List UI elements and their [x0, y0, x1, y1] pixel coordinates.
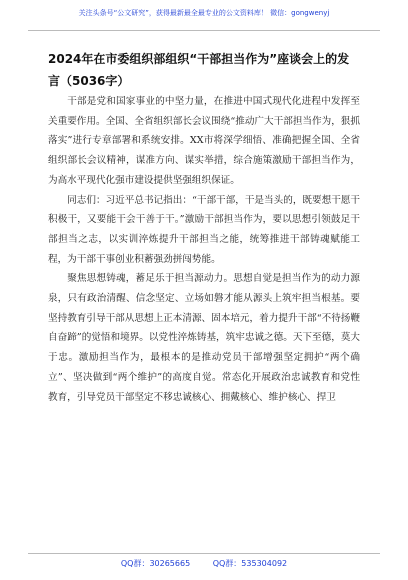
- document-body: [48, 48, 360, 407]
- footer: [0, 558, 408, 569]
- footer-qq-group-2: QQ群：535304092: [212, 559, 288, 568]
- document-title: 2024年在市委组织部组织“干部担当作为”座谈会上的发言（5036字）: [48, 52, 350, 88]
- footer-qq-group-1: QQ群：30265665: [120, 559, 191, 568]
- footer-divider: [28, 553, 380, 554]
- paragraph-3: 聚焦思想铸魂，蓄足乐于担当源动力。思想自觉是担当作为的动力源泉，只有政治清醒、信念坚定、立场如磐才能从源头上筑牢担当根基。要坚持教育引导干部从思想上正本清源、固本培元，着力提升干部“不待扬鞭自奋蹄”的觉悟和境界。以党性淬炼铸基，筑牢忠诚之德。天下至德，莫大于忠。激励担当作为，最根本的是推动党员干部增强坚定拥护“两个确立”、坚决做到“两个维护”的高度自觉。常态化开展政治忠诚教育和党性教育，引导党员干部坚定不移忠诚核心、拥戴核心、维护核心、捍卫: [48, 273, 360, 403]
- paragraph-1: 干部是党和国家事业的中坚力量，在推进中国式现代化进程中发挥至关重要作用。全国、全省组织部长会议围绕“推动广大干部担当作为，狠抓落实”进行专章部署和系统安排。XX市将深学细悟、准确把握全国、全省组织部长会议精神，谋准方向、谋实举措，综合施策激励干部担当作为，为高水平现代化强市建设提供坚强组织保证。: [48, 96, 360, 186]
- header-divider: [28, 30, 380, 31]
- top-banner: 关注头条号“公文研究”，获得最新最全最专业的公文资料库！ 微信：gongwenyj: [78, 9, 330, 17]
- paragraph-2: 同志们：习近平总书记指出：“干部干部，干是当头的，既要想干愿干积极干，又要能干会干善于干。”激励干部担当作为，要以思想引领鼓足干部担当之志，以实训淬炼提升干部担当之能，统筹推进干部铸魂赋能工程，为干部干事创业积蓄强劲拼闯势能。: [48, 194, 360, 265]
